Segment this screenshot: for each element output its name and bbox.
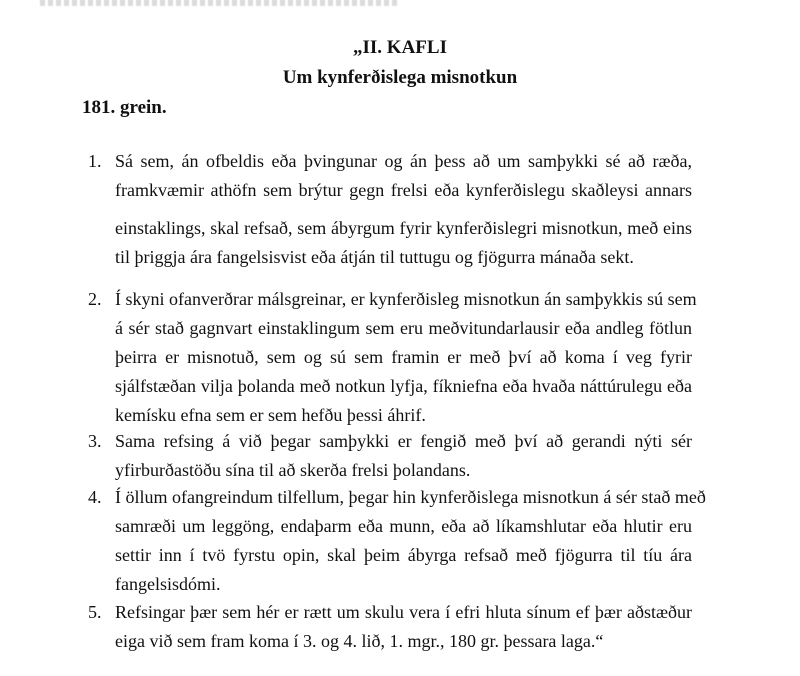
list-item-text [115,285,697,430]
cut-off-previous-text [40,0,400,6]
text-line: Í skyni ofanverðrar málsgreinar, er kynferðisleg misnotkun án samþykkis sú sem [115,289,697,309]
list-item-number: 2. [88,289,102,309]
text-line: þeirra er misnotuð, sem og sú sem framin er með því að koma í veg fyrir [115,347,692,367]
text-line: á sér stað gagnvart einstaklingum sem eru meðvitundarlausir eða andleg fötlun [115,318,692,338]
text-line: til þriggja ára fangelsisvist eða átján til tuttugu og fjögurra mánaða sekt. [115,247,634,267]
list-item-number: 3. [88,431,102,451]
text-line: Sama refsing á við þegar samþykki er fengið með því að gerandi nýti sér [115,431,692,451]
text-line: fangelsisdómi. [115,574,221,594]
text-line: sjálfstæðan vilja þolanda með notkun lyfja, fíkniefna eða hvaða náttúrulegu eða [115,376,692,396]
text-line: samræði um leggöng, endaþarm eða munn, eða að líkamshlutar eða hlutir eru [115,516,692,536]
list-item-text [115,147,692,205]
chapter-heading: „II. KAFLI [353,37,447,58]
text-line: Í öllum ofangreindum tilfellum, þegar hin kynferðislega misnotkun á sér stað með [115,487,706,507]
text-line: Sá sem, án ofbeldis eða þvingunar og án þess að um samþykki sé að ræða, [115,151,692,171]
list-item-text [115,598,692,656]
text-line: kemísku efna sem er sem hefðu þessi áhrif. [115,405,426,425]
list-item-number: 5. [88,602,102,622]
article-label: 181. grein. [82,97,167,118]
text-line: Refsingar þær sem hér er rætt um skulu vera í efri hluta sínum ef þær aðstæður [115,602,692,622]
text-line: yfirburðastöðu sína til að skerða frelsi þolandans. [115,460,471,480]
chapter-subtitle: Um kynferðislega misnotkun [282,67,518,88]
list-item-text [115,214,692,272]
list-item-number: 1. [88,151,102,171]
text-line: einstaklings, skal refsað, sem ábyrgum fyrir kynferðislegri misnotkun, með eins [115,218,692,238]
text-line: framkvæmir athöfn sem brýtur gegn frelsi eða kynferðislegu skaðleysi annars [115,180,692,200]
text-line: settir inn í tvö fyrstu opin, skal þeim ábyrga refsað með fjögurra til tíu ára [115,545,692,565]
list-item-text [115,483,706,599]
text-line: eiga við sem fram koma í 3. og 4. lið, 1. mgr., 180 gr. þessara laga.“ [115,631,604,651]
list-item-number: 4. [88,487,102,507]
list-item-text [115,427,692,485]
